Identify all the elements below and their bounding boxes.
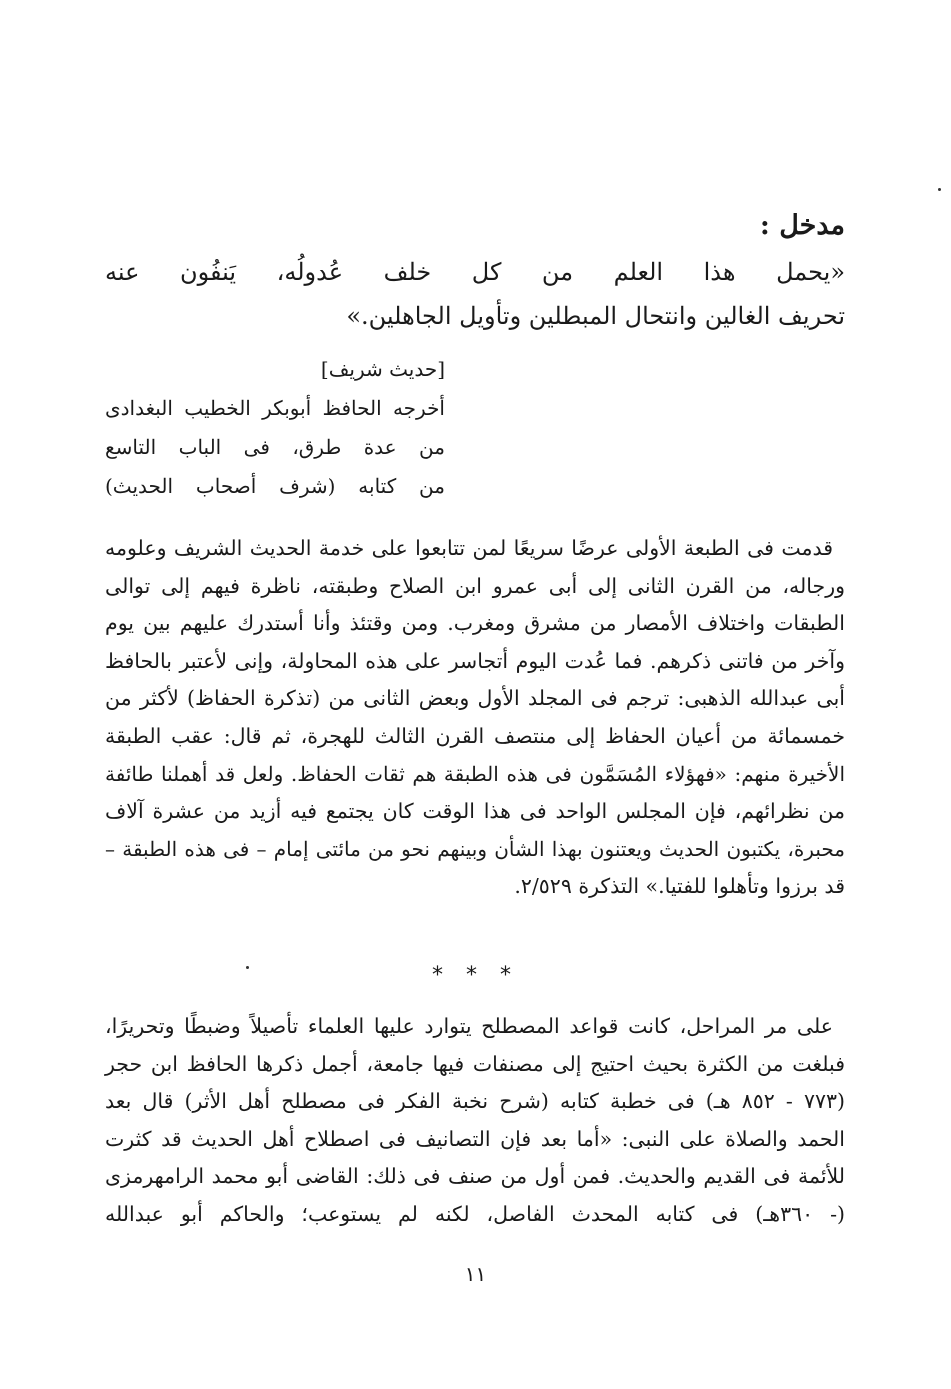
paragraph-line: الأخيرة منهم: «فهؤلاء المُسَمَّون فى هذه الطبقة هم ثقات الحفاظ. ولعل قد أهملنا طائفة <box>105 761 845 786</box>
hadith-attribution <box>105 350 445 506</box>
quote-line: «يحمل هذا العلم من كل خلف عُدولُه، يَنفُون عنه <box>105 258 845 286</box>
paragraph-line: خمسمائة من أعيان الحفاظ إلى منتصف القرن الثالث للهجرة، ثم قال: عقب الطبقة <box>105 723 845 748</box>
paragraph-line: وآخر من فاتنى ذكرهم. فما عُدت اليوم أتجاسر على هذه المحاولة، وإنى لأعتبر بالحافظ <box>105 648 845 673</box>
page-number: ١١ <box>464 1262 487 1286</box>
scan-speck <box>938 188 941 191</box>
paragraph-line: محبرة، يكتبون الحديث ويعتنون بهذا الشأن وبينهم نحو من مائتى إمام – فى هذه الطبقة – <box>105 836 845 861</box>
paragraph-line: قدمت فى الطبعة الأولى عرضًا سريعًا لمن تتابعوا على خدمة الحديث الشريف وعلومه <box>105 536 833 560</box>
paragraph-line: (- ٣٦٠هـ) فى كتابه المحدث الفاصل، لكنه لم يستوعب؛ والحاكم أبو عبدالله <box>105 1201 845 1226</box>
paragraph-line: من نظرائهم، فإن المجلس الواحد فى هذا الوقت كان يجتمع فيه أزيد من عشرة آلاف <box>105 799 845 824</box>
paragraph-line: ورجاله، من القرن الثانى إلى أبى عمرو ابن الصلاح وطبقته، ناظرة فيهم إلى توالى <box>105 573 845 598</box>
scan-speck <box>246 966 249 969</box>
quote-line: تحريف الغالين وانتحال المبطلين وتأويل الجاهلين.» <box>346 302 845 330</box>
paragraph-line: فبلغت من الكثرة بحيث احتيج إلى مصنفات فيها جامعة، أجمل ذكرها الحافظ ابن حجر <box>105 1051 845 1076</box>
paragraph-line: على مر المراحل، كانت قواعد المصطلح يتوارد عليها العلماء تأصيلاً وضبطًا وتحريرًا، <box>105 1014 833 1038</box>
paragraph-line: قد برزوا وتأهلوا للفتيا.» التذكرة ٢/٥٢٩. <box>514 874 845 899</box>
attribution-label: [حديث شريف] <box>320 357 445 381</box>
paragraph-terminology <box>105 1008 845 1234</box>
paragraph-intro <box>105 530 845 906</box>
paragraph-line: للأئمة فى القديم والحديث. فمن أول من صنف فى ذلك: القاضى أبو محمد الرامهرمزى <box>105 1164 845 1189</box>
section-heading: مدخل : <box>759 210 845 241</box>
attribution-line: أخرجه الحافظ أبوبكر الخطيب البغدادى <box>105 396 445 420</box>
paragraph-line: الحمد والصلاة على النبى: «أما بعد فإن التصانيف فى اصطلاح أهل الحديث قد كثرت <box>105 1126 845 1151</box>
section-divider: * * * <box>432 963 519 988</box>
hadith-quote <box>105 250 845 338</box>
paragraph-line: أبى عبدالله الذهبى: ترجم فى المجلد الأول وبعض الثانى من (تذكرة الحفاظ) لأكثر من <box>105 686 845 711</box>
attribution-line: من عدة طرق، فى الباب التاسع <box>105 435 445 459</box>
attribution-line: من كتابه (شرف أصحاب الحديث) <box>105 474 445 498</box>
paragraph-line: (٧٧٣ - ٨٥٢ هـ) فى خطبة كتابه (شرح نخبة الفكر فى مصطلح أهل الأثر) قال بعد <box>105 1089 846 1114</box>
paragraph-line: الطبقات واختلاف الأمصار من مشرق ومغرب. ومن وقتئذ وأنا أستدرك عليهم بين يوم <box>105 611 845 636</box>
